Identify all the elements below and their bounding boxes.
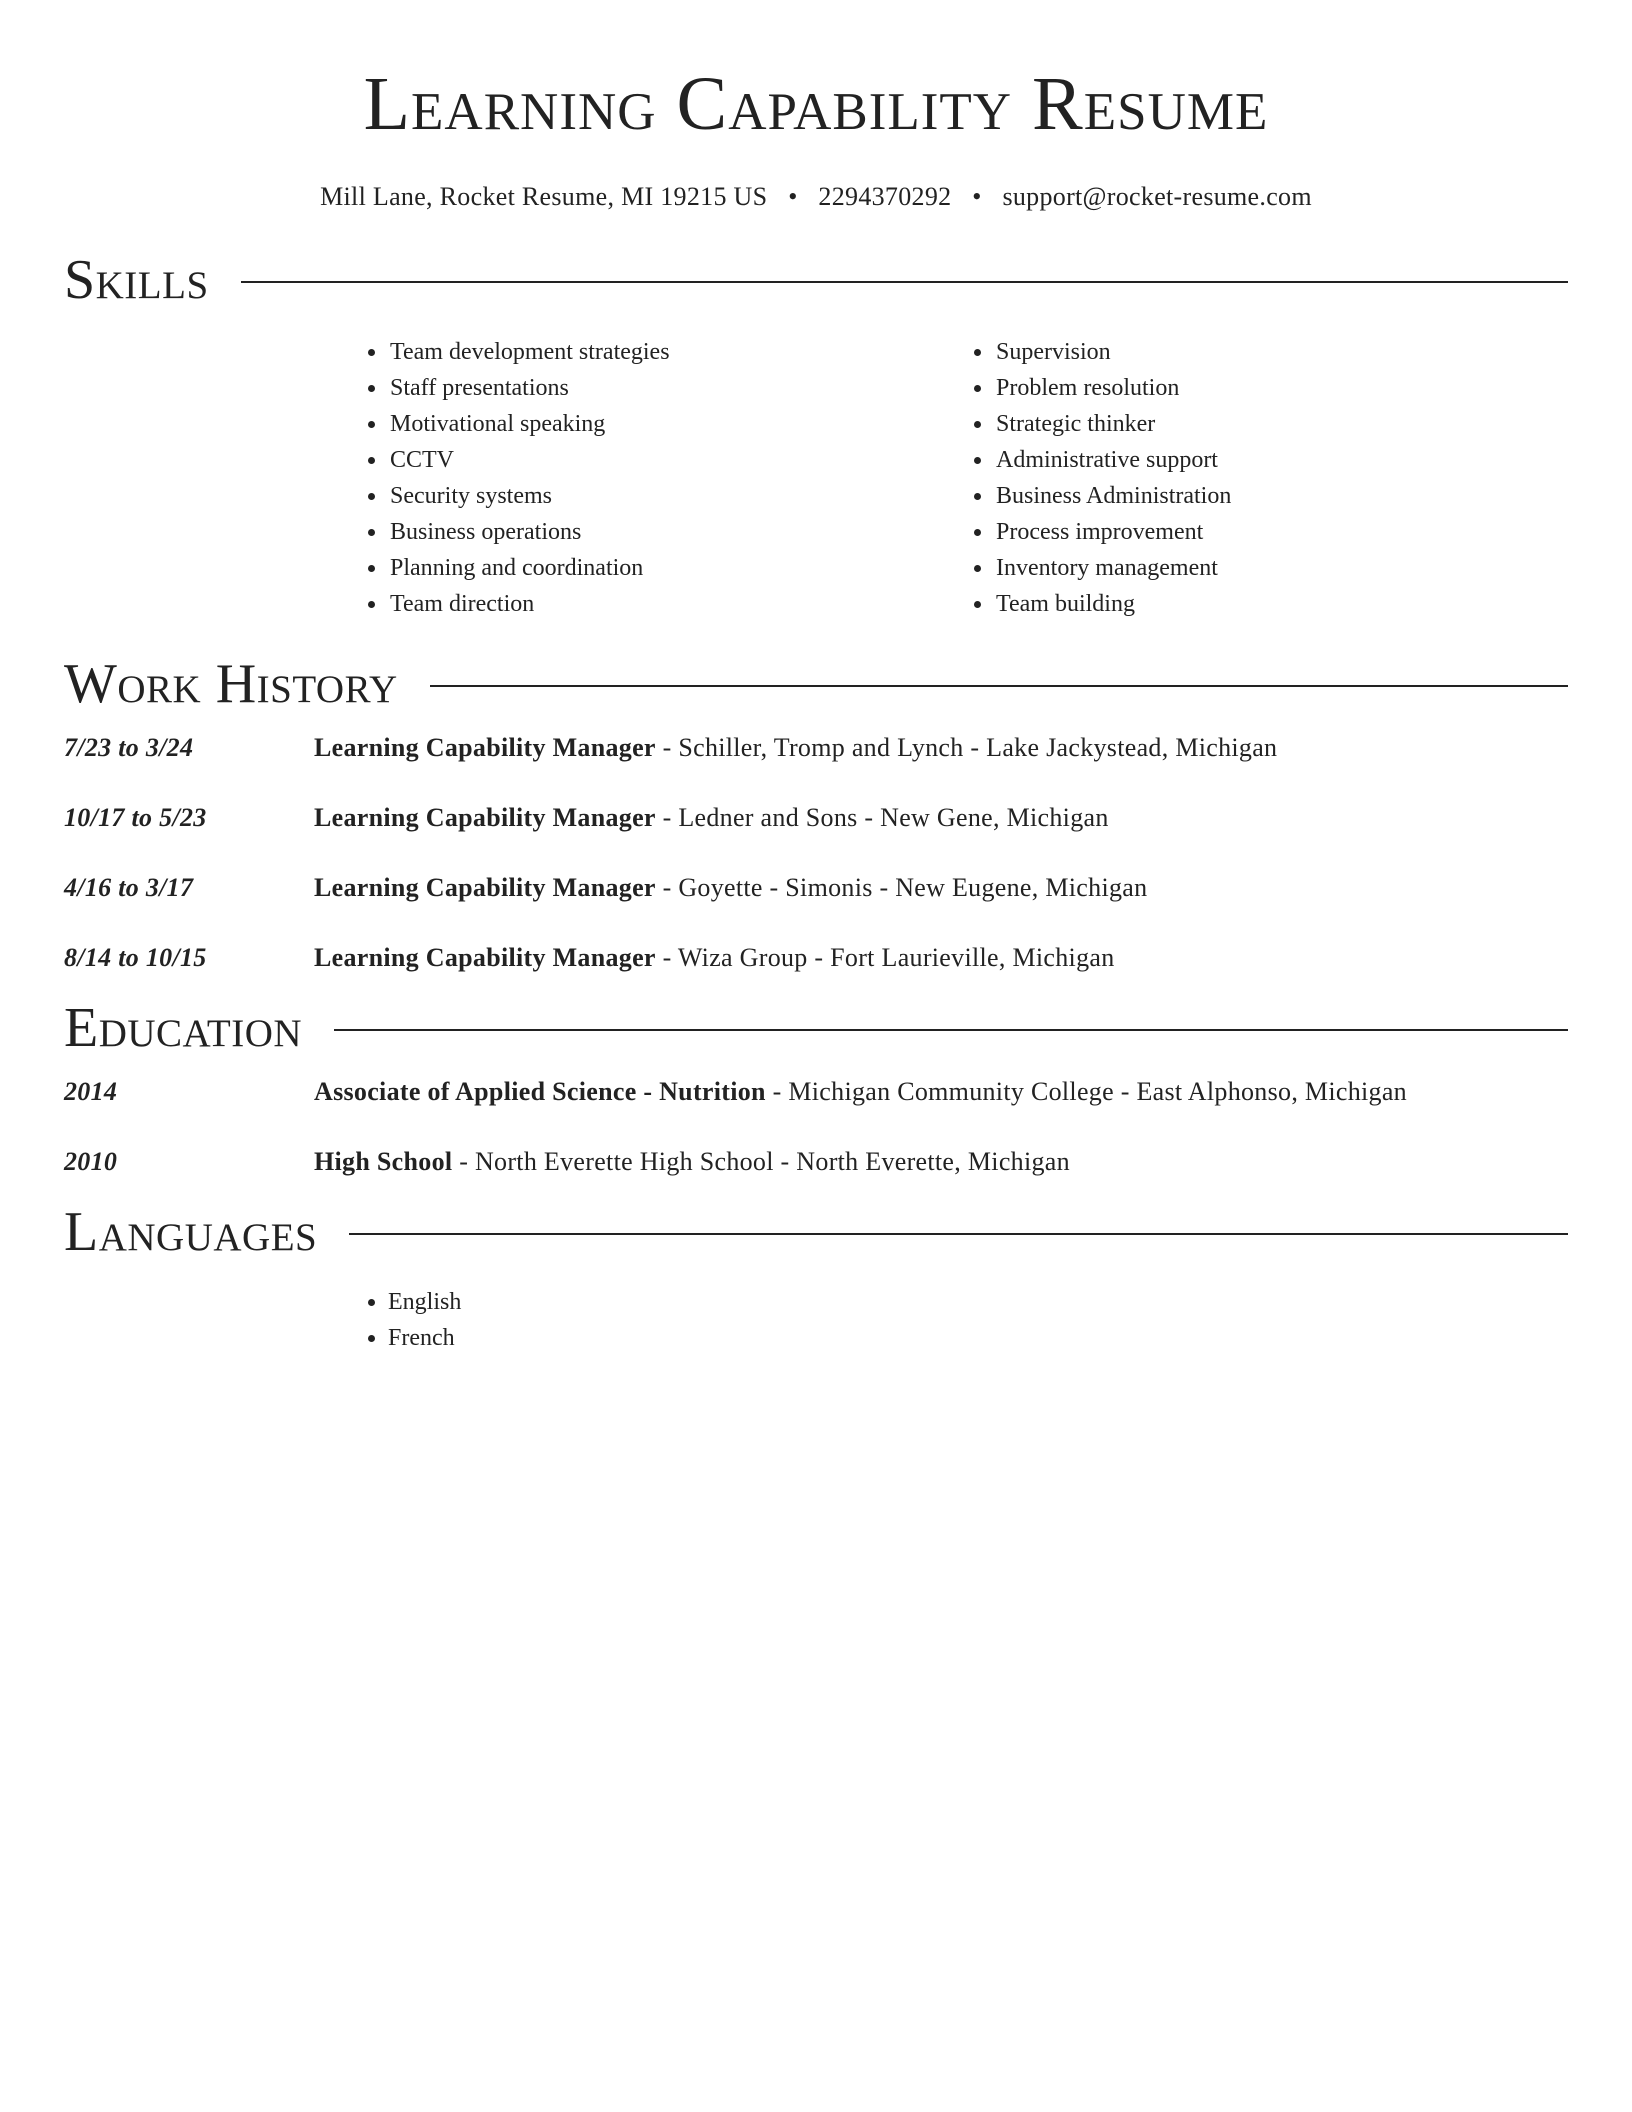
employer-location: - Ledner and Sons - New Gene, Michigan [655,803,1109,832]
skill-item: • Problem resolution [994,370,1568,406]
skill-item: • Strategic thinker [994,406,1568,442]
work-history-section-header [64,654,1568,714]
bullet-separator: • [972,182,982,211]
skill-item: • Team development strategies [388,334,962,370]
work-date: 4/16 to 3/17 [64,873,194,902]
skill-item: • Team direction [388,586,962,622]
employer-location: - Wiza Group - Fort Laurieville, Michigan [655,943,1115,972]
employer-location: - Goyette - Simonis - New Eugene, Michigan [655,873,1148,902]
skill-item: • CCTV [388,442,962,478]
skill-item: • Supervision [994,334,1568,370]
work-history-heading: Work History [64,653,398,715]
languages-list [64,1284,1568,1356]
contact-address: Mill Lane, Rocket Resume, MI 19215 US [320,182,768,211]
skill-item: • Security systems [388,478,962,514]
job-title: Learning Capability Manager [314,873,656,902]
degree-title: High School [314,1147,453,1176]
education-description [314,1074,1568,1110]
school-location: - Michigan Community College - East Alphonso, Michigan [765,1077,1407,1106]
school-location: - North Everette High School - North Everette, Michigan [452,1147,1070,1176]
education-date: 2010 [64,1147,118,1176]
job-title: Learning Capability Manager [314,943,656,972]
work-date: 7/23 to 3/24 [64,733,194,762]
skill-item: • Business operations [388,514,962,550]
skills-section-header [64,250,1568,310]
education-description [314,1144,1568,1180]
skill-item: • Business Administration [994,478,1568,514]
skill-item: • Administrative support [994,442,1568,478]
section-divider [430,685,1568,687]
work-entry [64,940,1568,976]
language-item: • French [388,1320,1568,1356]
skill-item: • Inventory management [994,550,1568,586]
section-divider [349,1233,1568,1235]
languages-items [356,1284,1568,1356]
section-divider [241,281,1568,283]
language-item: • English [388,1284,1568,1320]
work-description [314,870,1568,906]
skills-heading: Skills [64,249,209,311]
job-title: Learning Capability Manager [314,733,656,762]
languages-heading: Languages [64,1201,318,1263]
work-entry [64,800,1568,836]
skills-column-left [356,334,962,622]
work-entry [64,730,1568,766]
languages-section-header [64,1202,1568,1262]
skill-item: • Process improvement [994,514,1568,550]
contact-phone: 2294370292 [818,182,952,211]
work-date: 8/14 to 10/15 [64,943,207,972]
contact-email: support@rocket-resume.com [1002,182,1312,211]
contact-line [64,182,1568,212]
work-entry [64,870,1568,906]
education-date: 2014 [64,1077,118,1106]
employer-location: - Schiller, Tromp and Lynch - Lake Jackystead, Michigan [655,733,1278,762]
skill-item: • Motivational speaking [388,406,962,442]
education-entry [64,1144,1568,1180]
work-date: 10/17 to 5/23 [64,803,207,832]
skills-column-right [962,334,1568,622]
work-description [314,730,1568,766]
skill-item: • Planning and coordination [388,550,962,586]
degree-title: Associate of Applied Science - Nutrition [314,1077,766,1106]
resume-title: Learning Capability Resume [363,62,1269,146]
bullet-separator: • [788,182,798,211]
skill-item: • Staff presentations [388,370,962,406]
education-heading: Education [64,997,303,1059]
work-description [314,800,1568,836]
job-title: Learning Capability Manager [314,803,656,832]
skill-item: • Team building [994,586,1568,622]
work-description [314,940,1568,976]
education-entry [64,1074,1568,1110]
education-section-header [64,998,1568,1058]
section-divider [334,1029,1568,1031]
skills-list [64,334,1568,622]
